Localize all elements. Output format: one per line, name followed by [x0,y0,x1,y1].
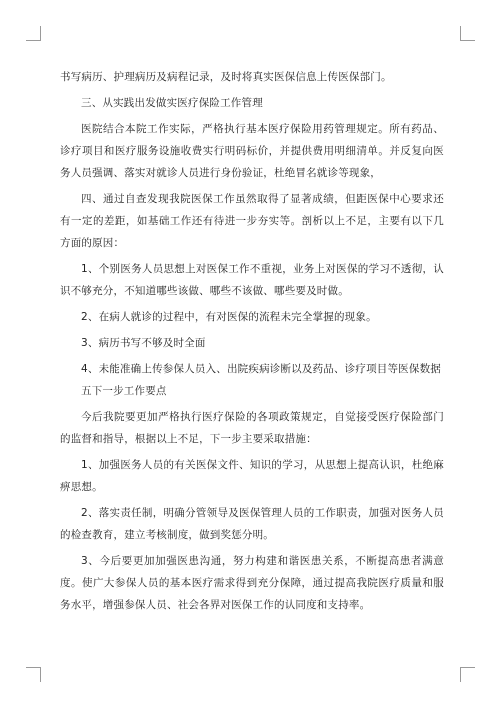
list-item-reason-2: 2、在病人就诊的过程中，有对医保的流程未完全掌握的现象。 [81,311,377,323]
crop-mark-top-right [460,26,475,41]
paragraph-implementation: 医院结合本院工作实际，严格执行基本医疗保险用药管理规定。所有药品、诊疗项目和医疗服务设施收费实行明码标价，并提供费用明细清单。并反复向医务人员强调、落实对就诊人员进行身份验证，杜绝冒名就诊等现象， [60,123,444,179]
list-item-measure-3: 3、今后要更加加强医患沟通，努力构建和谐医患关系，不断提高患者满意度。使广大参保人员的基本医疗需求得到充分保障，通过提高我院医疗质量和服务水平，增强参保人员、社会各界对医保工作的认同度和支持率。 [60,555,444,611]
paragraph-continuation: 书写病历、护理病历及病程记录，及时将真实医保信息上传医保部门。 [60,71,392,83]
section-heading-3: 三、从实践出发做实医疗保险工作管理 [81,97,263,109]
list-item-measure-1: 1、加强医务人员的有关医保文件、知识的学习，从思想上提高认识，杜绝麻痹思想。 [60,459,444,493]
crop-mark-top-left [26,26,41,41]
list-item-reason-3: 3、病历书写不够及时全面 [81,337,206,349]
list-item-measure-2: 2、落实责任制，明确分管领导及医保管理人员的工作职责，加强对医务人员的检查教育，建立考核制度，做到奖惩分明。 [60,507,444,541]
document-body [60,66,444,616]
paragraph-future-plan: 今后我院要更加严格执行医疗保险的各项政策规定，自觉接受医疗保险部门的监督和指导，根据以上不足，下一步主要采取措施： [60,411,444,445]
list-item-reason-4: 4、未能准确上传参保人员入、出院疾病诊断以及药品、诊疗项目等医保数据 [81,363,441,375]
paragraph-self-inspection: 四、通过自查发现我院医保工作虽然取得了显著成绩，但距医保中心要求还有一定的差距，如基础工作还有待进一步夯实等。剖析以上不足，主要有以下几方面的原因： [60,193,444,249]
crop-mark-bottom-right [460,667,475,682]
crop-mark-bottom-left [26,667,41,682]
list-item-reason-1: 1、个别医务人员思想上对医保工作不重视，业务上对医保的学习不透彻，认识不够充分，不知道哪些该做、哪些不该做、哪些要及时做。 [60,263,444,297]
section-heading-5: 五下一步工作要点 [81,385,167,397]
